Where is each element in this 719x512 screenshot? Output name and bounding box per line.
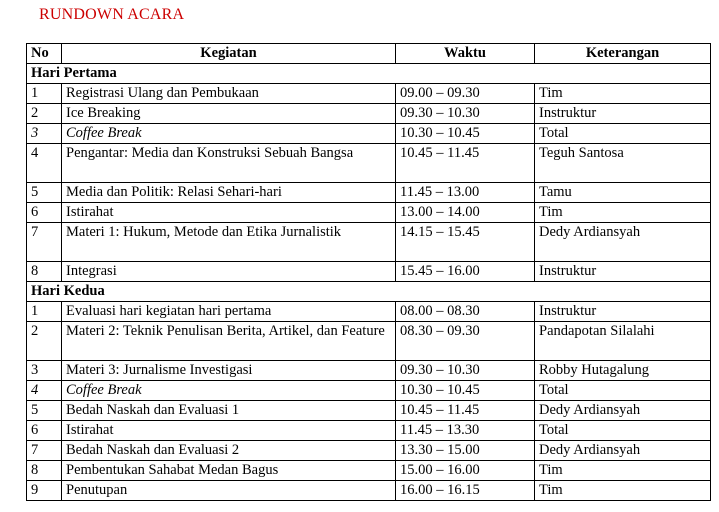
cell-activity: Pengantar: Media dan Konstruksi Sebuah Bangsa xyxy=(62,144,396,183)
cell-activity: Evaluasi hari kegiatan hari pertama xyxy=(62,302,396,322)
table-row xyxy=(27,262,711,282)
cell-no: 5 xyxy=(27,183,62,203)
cell-activity: Media dan Politik: Relasi Sehari-hari xyxy=(62,183,396,203)
cell-time: 10.45 – 11.45 xyxy=(396,144,535,183)
cell-no: 3 xyxy=(27,361,62,381)
cell-note: Total xyxy=(535,421,711,441)
table-row xyxy=(27,104,711,124)
cell-no: 2 xyxy=(27,104,62,124)
section-row xyxy=(27,282,711,302)
cell-time: 10.45 – 11.45 xyxy=(396,401,535,421)
cell-activity: Registrasi Ulang dan Pembukaan xyxy=(62,84,396,104)
cell-time: 09.00 – 09.30 xyxy=(396,84,535,104)
table-row xyxy=(27,124,711,144)
cell-note: Pandapotan Silalahi xyxy=(535,322,711,361)
table-row xyxy=(27,421,711,441)
cell-activity: Istirahat xyxy=(62,421,396,441)
cell-no: 6 xyxy=(27,421,62,441)
table-row xyxy=(27,481,711,501)
table-row xyxy=(27,144,711,183)
cell-note: Tamu xyxy=(535,183,711,203)
cell-note: Dedy Ardiansyah xyxy=(535,223,711,262)
cell-no: 1 xyxy=(27,302,62,322)
table-row xyxy=(27,401,711,421)
table-row xyxy=(27,223,711,262)
table-row xyxy=(27,461,711,481)
cell-activity: Bedah Naskah dan Evaluasi 1 xyxy=(62,401,396,421)
cell-time: 10.30 – 10.45 xyxy=(396,124,535,144)
header-activity: Kegiatan xyxy=(62,44,396,64)
cell-activity: Materi 2: Teknik Penulisan Berita, Artikel, dan Feature xyxy=(62,322,396,361)
cell-note: Instruktur xyxy=(535,262,711,282)
section-label: Hari Kedua xyxy=(27,282,711,302)
table-row xyxy=(27,361,711,381)
cell-time: 13.30 – 15.00 xyxy=(396,441,535,461)
cell-note: Teguh Santosa xyxy=(535,144,711,183)
cell-note: Instruktur xyxy=(535,104,711,124)
cell-time: 13.00 – 14.00 xyxy=(396,203,535,223)
cell-activity: Coffee Break xyxy=(62,381,396,401)
cell-no: 4 xyxy=(27,381,62,401)
cell-note: Instruktur xyxy=(535,302,711,322)
table-header-row xyxy=(27,44,711,64)
page-title: RUNDOWN ACARA xyxy=(39,6,185,23)
cell-no: 1 xyxy=(27,84,62,104)
table-row xyxy=(27,302,711,322)
cell-no: 8 xyxy=(27,461,62,481)
rundown-table xyxy=(26,43,711,501)
cell-no: 6 xyxy=(27,203,62,223)
cell-activity: Istirahat xyxy=(62,203,396,223)
cell-time: 09.30 – 10.30 xyxy=(396,104,535,124)
cell-note: Total xyxy=(535,124,711,144)
cell-note: Dedy Ardiansyah xyxy=(535,441,711,461)
cell-activity: Materi 1: Hukum, Metode dan Etika Jurnalistik xyxy=(62,223,396,262)
cell-time: 09.30 – 10.30 xyxy=(396,361,535,381)
cell-note: Tim xyxy=(535,84,711,104)
cell-no: 4 xyxy=(27,144,62,183)
section-row xyxy=(27,64,711,84)
cell-note: Total xyxy=(535,381,711,401)
cell-time: 08.30 – 09.30 xyxy=(396,322,535,361)
cell-note: Tim xyxy=(535,461,711,481)
cell-no: 9 xyxy=(27,481,62,501)
table-row xyxy=(27,322,711,361)
cell-time: 10.30 – 10.45 xyxy=(396,381,535,401)
cell-note: Dedy Ardiansyah xyxy=(535,401,711,421)
cell-time: 11.45 – 13.00 xyxy=(396,183,535,203)
cell-activity: Integrasi xyxy=(62,262,396,282)
table-row xyxy=(27,84,711,104)
cell-activity: Coffee Break xyxy=(62,124,396,144)
cell-no: 3 xyxy=(27,124,62,144)
cell-time: 14.15 – 15.45 xyxy=(396,223,535,262)
header-no: No xyxy=(27,44,62,64)
cell-activity: Penutupan xyxy=(62,481,396,501)
table-row xyxy=(27,441,711,461)
header-note: Keterangan xyxy=(535,44,711,64)
table-row xyxy=(27,203,711,223)
cell-no: 7 xyxy=(27,441,62,461)
table-row xyxy=(27,381,711,401)
cell-note: Tim xyxy=(535,203,711,223)
cell-time: 08.00 – 08.30 xyxy=(396,302,535,322)
cell-activity: Pembentukan Sahabat Medan Bagus xyxy=(62,461,396,481)
cell-activity: Ice Breaking xyxy=(62,104,396,124)
cell-time: 11.45 – 13.30 xyxy=(396,421,535,441)
cell-no: 5 xyxy=(27,401,62,421)
cell-no: 2 xyxy=(27,322,62,361)
cell-note: Tim xyxy=(535,481,711,501)
cell-activity: Bedah Naskah dan Evaluasi 2 xyxy=(62,441,396,461)
cell-time: 15.00 – 16.00 xyxy=(396,461,535,481)
header-time: Waktu xyxy=(396,44,535,64)
section-label: Hari Pertama xyxy=(27,64,711,84)
cell-activity: Materi 3: Jurnalisme Investigasi xyxy=(62,361,396,381)
cell-time: 15.45 – 16.00 xyxy=(396,262,535,282)
cell-time: 16.00 – 16.15 xyxy=(396,481,535,501)
cell-no: 8 xyxy=(27,262,62,282)
cell-note: Robby Hutagalung xyxy=(535,361,711,381)
cell-no: 7 xyxy=(27,223,62,262)
table-row xyxy=(27,183,711,203)
